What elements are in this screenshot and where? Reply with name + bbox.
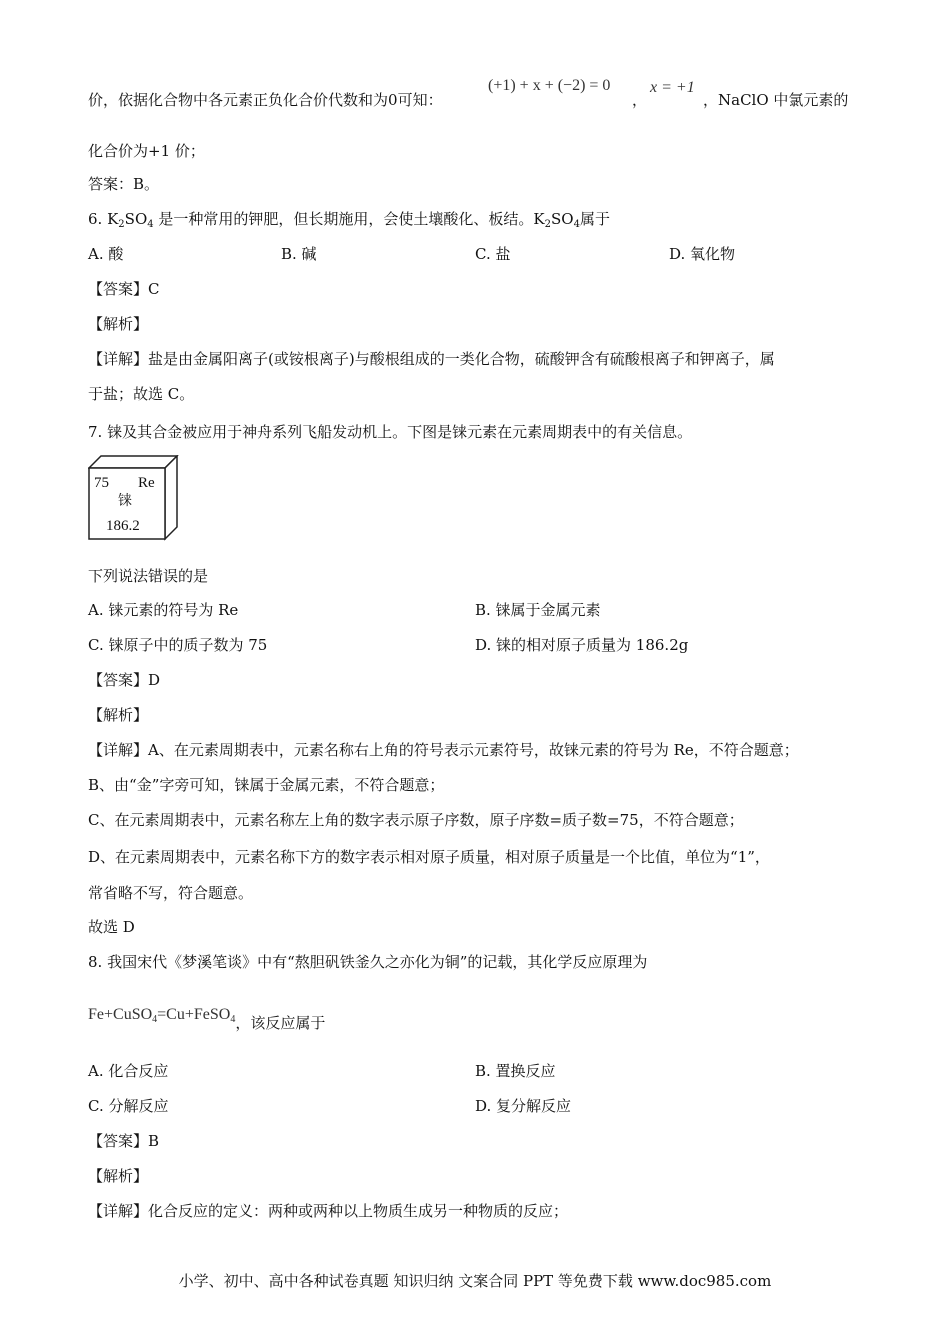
element-symbol: Re xyxy=(138,475,155,491)
option-d: D. 氧化物 xyxy=(669,245,736,263)
option-a: A. 铼元素的符号为 Re xyxy=(88,601,239,619)
text-line: 价，依据化合物中各元素正负化合价代数和为0可知： xyxy=(88,91,443,109)
detail-text: 【详解】盐是由金属阳离子(或铵根离子)与酸根组成的一类化合物，硫酸钾含有硫酸根离子和钾离子，属 xyxy=(88,350,775,368)
detail-text: 常省略不写，符合题意。 xyxy=(88,884,254,902)
question-7-prompt: 下列说法错误的是 xyxy=(88,567,209,585)
analysis-heading: 【解析】 xyxy=(88,706,149,724)
answer: 【答案】C xyxy=(88,280,160,298)
option-b: B. 铼属于金属元素 xyxy=(475,601,601,619)
equation-sum: (+1) + x + (−2) = 0 xyxy=(488,77,611,94)
question-8-stem: 8. 我国宋代《梦溪笔谈》中有“熬胆矾铁釜久之亦化为铜”的记载，其化学反应原理为 xyxy=(88,953,648,971)
detail-text: B、由“金”字旁可知，铼属于金属元素，不符合题意； xyxy=(88,776,445,794)
page-footer: 小学、初中、高中各种试卷真题 知识归纳 文案合同 PPT 等免费下载 www.doc985.com xyxy=(178,1272,772,1290)
analysis-heading: 【解析】 xyxy=(88,1167,149,1185)
option-c: C. 盐 xyxy=(475,245,511,263)
option-a: A. 酸 xyxy=(88,245,124,263)
option-c: C. 铼原子中的质子数为 75 xyxy=(88,636,268,654)
option-c: C. 分解反应 xyxy=(88,1097,169,1115)
detail-text: 【详解】A、在元素周期表中，元素名称右上角的符号表示元素符号，故铼元素的符号为 Re，不符合题意； xyxy=(88,741,799,759)
periodic-table-cell-graphic xyxy=(88,455,180,541)
option-d: D. 复分解反应 xyxy=(475,1097,572,1115)
atomic-number: 75 xyxy=(94,475,109,491)
detail-text: D、在元素周期表中，元素名称下方的数字表示相对原子质量，相对原子质量是一个比值，单位为“1”， xyxy=(88,848,770,866)
text-line: 答案：B。 xyxy=(88,175,160,193)
analysis-heading: 【解析】 xyxy=(88,315,149,333)
equation-x: x = +1 xyxy=(650,79,695,96)
text-line: 化合价为+1 价； xyxy=(88,142,205,160)
option-b: B. 置换反应 xyxy=(475,1062,556,1080)
detail-text: 【详解】化合反应的定义：两种或两种以上物质生成另一种物质的反应； xyxy=(88,1202,569,1220)
conclusion: 故选 D xyxy=(88,918,135,936)
detail-text: 于盐；故选 C。 xyxy=(88,385,195,403)
detail-text: C、在元素周期表中，元素名称左上角的数字表示原子序数，原子序数=质子数=75，不符合题意； xyxy=(88,811,744,829)
atomic-mass: 186.2 xyxy=(106,518,140,534)
option-b: B. 碱 xyxy=(281,245,317,263)
question-6-stem: 6. $K_2SO_4$ 是一种常用的钾肥，但长期施用，会使土壤酸化、板结。$K_2SO_4$属于 xyxy=(88,210,610,230)
option-a: A. 化合反应 xyxy=(88,1062,169,1080)
reaction-equation: Fe+CuSO$_4$=Cu+FeSO$_4$，该反应属于 xyxy=(88,1006,326,1032)
answer: 【答案】D xyxy=(88,671,161,689)
element-name: 铼 xyxy=(118,493,132,509)
question-7-stem: 7. 铼及其合金被应用于神舟系列飞船发动机上。下图是铼元素在元素周期表中的有关信息。 xyxy=(88,423,693,441)
comma: ， xyxy=(632,91,648,109)
periodic-table-cell xyxy=(88,455,180,545)
text-line: ，NaClO 中氯元素的 xyxy=(703,91,849,109)
answer: 【答案】B xyxy=(88,1132,160,1150)
option-d: D. 铼的相对原子质量为 186.2g xyxy=(475,636,689,654)
